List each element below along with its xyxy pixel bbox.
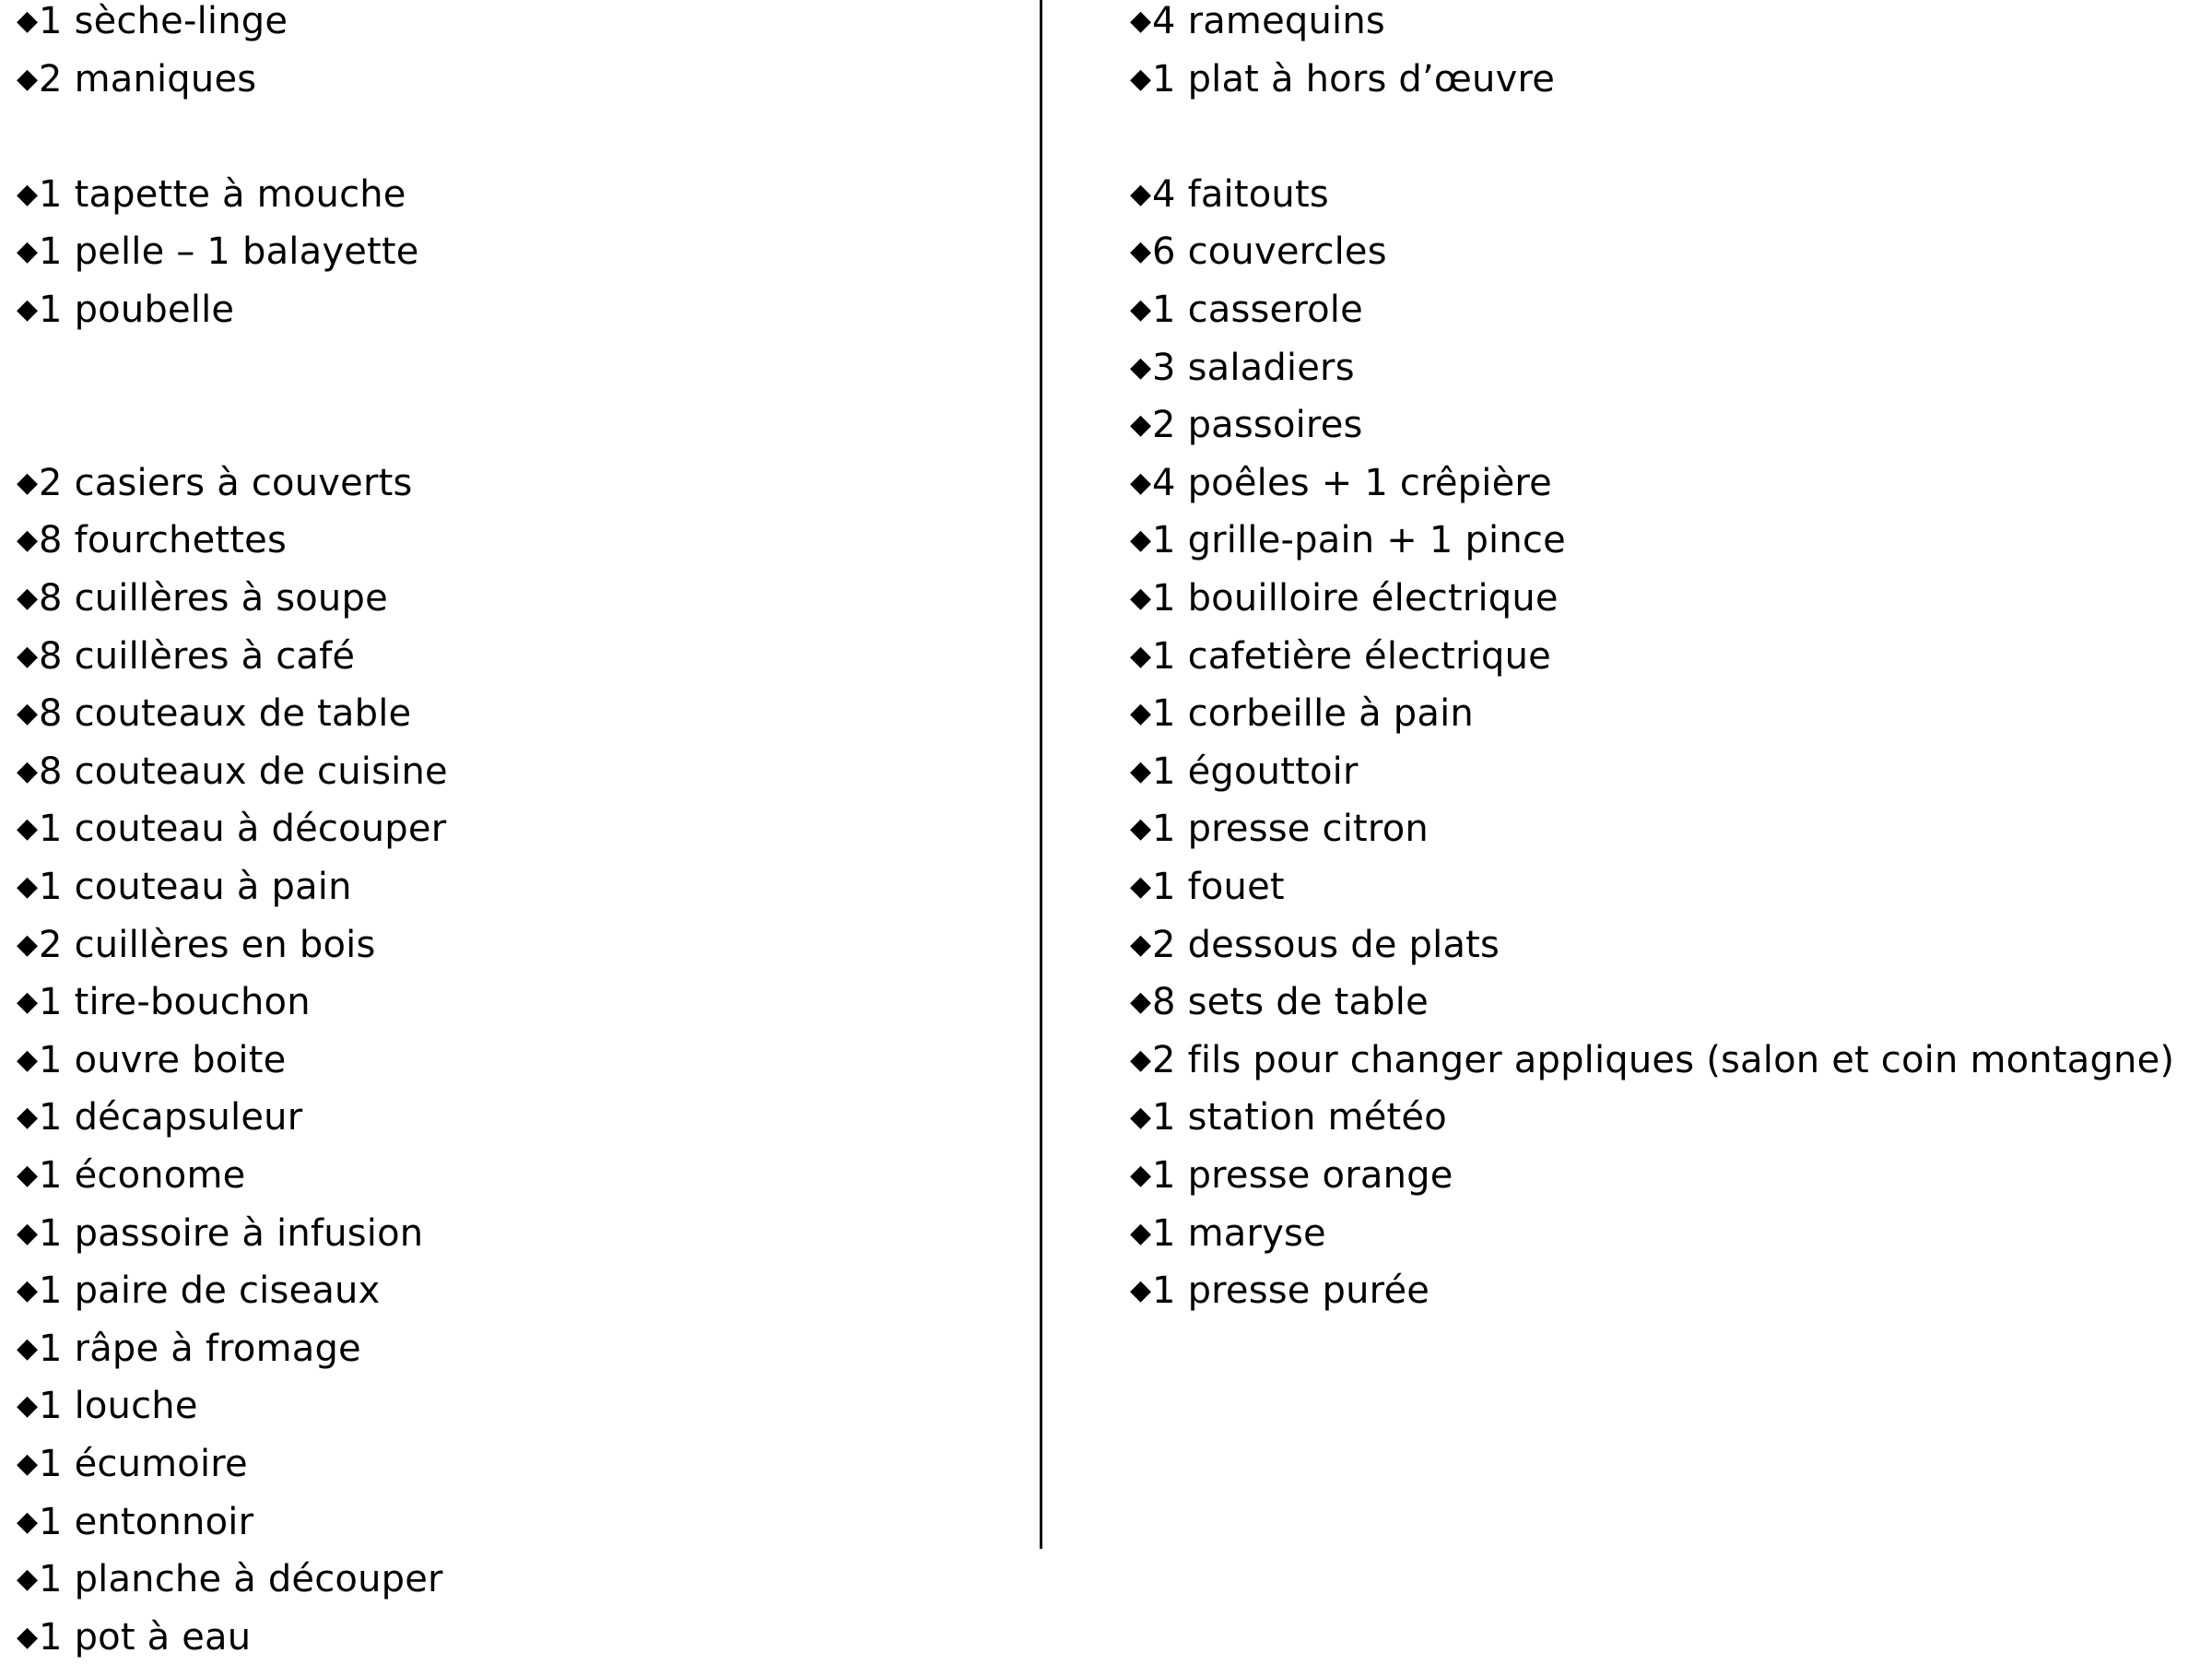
inventory-item-text: 1 décapsuleur [39,1096,303,1140]
inventory-list-item [17,282,234,337]
diamond-bullet-icon: ◆ [17,1274,39,1307]
inventory-list-item [1130,167,1329,222]
diamond-bullet-icon: ◆ [1130,1043,1152,1076]
diamond-bullet-icon: ◆ [17,1043,39,1076]
diamond-bullet-icon: ◆ [1130,293,1152,325]
inventory-list-item [17,52,256,107]
inventory-list-item [17,224,419,279]
diamond-bullet-icon: ◆ [17,293,39,325]
inventory-list-item [1130,1148,1453,1203]
diamond-bullet-icon: ◆ [17,870,39,903]
diamond-bullet-icon: ◆ [17,812,39,845]
inventory-item-text: 2 passoires [1152,404,1363,447]
inventory-list-item [1130,52,1555,107]
diamond-bullet-icon: ◆ [17,986,39,1019]
inventory-list-item [1130,513,1566,568]
inventory-list-item [17,744,448,799]
inventory-list-item [1130,859,1285,915]
inventory-list-item [1130,0,1385,49]
diamond-bullet-icon: ◆ [17,62,39,95]
diamond-bullet-icon: ◆ [17,1389,39,1423]
inventory-list-item [17,1321,361,1376]
inventory-item-text: 1 ouvre boite [39,1038,287,1081]
inventory-item-text: 8 sets de table [1152,981,1429,1024]
diamond-bullet-icon: ◆ [1130,408,1152,442]
inventory-list-item [1130,1263,1430,1318]
diamond-bullet-icon: ◆ [17,697,39,730]
diamond-bullet-icon: ◆ [1130,350,1152,384]
diamond-bullet-icon: ◆ [1130,927,1152,961]
inventory-list-item [17,1436,248,1492]
inventory-item-text: 1 planche à découper [39,1558,443,1601]
inventory-item-text: 8 couteaux de cuisine [39,750,448,793]
inventory-item-text: 1 écumoire [39,1443,248,1485]
inventory-item-text: 1 maryse [1152,1211,1326,1255]
inventory-item-text: 1 bouilloire électrique [1152,577,1559,620]
inventory-item-text: 1 plat à hors d’œuvre [1152,57,1556,100]
inventory-list-item [1130,686,1474,741]
inventory-item-text: 4 faitouts [1152,172,1329,216]
inventory-list-item [17,1206,423,1261]
diamond-bullet-icon: ◆ [1130,1216,1152,1249]
diamond-bullet-icon: ◆ [1130,639,1152,672]
inventory-item-text: 2 dessous de plats [1152,923,1500,966]
inventory-list-item [17,859,352,915]
inventory-list-item [1130,629,1551,684]
diamond-bullet-icon: ◆ [17,1505,39,1538]
inventory-item-text: 1 poubelle [39,289,235,331]
inventory-item-text: 8 cuillères à soupe [39,577,388,620]
inventory-item-text: 1 pot à eau [39,1615,252,1659]
diamond-bullet-icon: ◆ [17,1331,39,1364]
inventory-list-item [17,0,288,49]
inventory-list-item [1130,571,1559,626]
diamond-bullet-icon: ◆ [17,754,39,787]
inventory-list-item [17,686,411,741]
inventory-item-text: 2 maniques [39,57,257,100]
inventory-item-text: 1 entonnoir [39,1500,254,1543]
inventory-list-item [1130,1033,2174,1088]
inventory-list-item [17,1610,251,1665]
inventory-item-text: 1 sèche-linge [39,0,288,42]
inventory-item-text: 1 tire-bouchon [39,981,311,1024]
diamond-bullet-icon: ◆ [1130,524,1152,557]
inventory-list-item [1130,917,1500,973]
inventory-list-item [17,1378,198,1434]
inventory-item-text: 1 station météo [1152,1096,1447,1140]
inventory-item-text: 1 fouet [1152,866,1285,908]
diamond-bullet-icon: ◆ [1130,870,1152,903]
inventory-list-item [17,629,355,684]
inventory-item-text: 4 ramequins [1152,0,1385,42]
inventory-item-text: 1 paire de ciseaux [39,1269,381,1313]
diamond-bullet-icon: ◆ [1130,1101,1152,1134]
inventory-item-text: 1 couteau à découper [39,808,447,851]
inventory-item-text: 2 fils pour changer appliques (salon et coin montagne) [1152,1038,2175,1081]
inventory-list-item [1130,801,1429,856]
inventory-item-text: 1 économe [39,1154,246,1197]
diamond-bullet-icon: ◆ [17,1563,39,1596]
inventory-list-item [17,571,388,626]
diamond-bullet-icon: ◆ [17,1101,39,1134]
inventory-item-text: 2 casiers à couverts [39,461,413,504]
inventory-item-text: 1 grille-pain + 1 pince [1152,519,1566,562]
inventory-item-text: 2 cuillères en bois [39,923,376,966]
inventory-item-text: 1 couteau à pain [39,866,352,908]
inventory-list-item [17,455,413,511]
inventory-list-item [17,1148,245,1203]
diamond-bullet-icon: ◆ [1130,1159,1152,1191]
diamond-bullet-icon: ◆ [17,927,39,961]
inventory-list-item [17,917,375,973]
diamond-bullet-icon: ◆ [17,1447,39,1480]
right-inventory-column [1130,0,2212,1659]
inventory-list-item [1130,282,1363,337]
inventory-list-item [17,974,311,1030]
diamond-bullet-icon: ◆ [1130,986,1152,1019]
inventory-item-text: 1 cafetière électrique [1152,634,1551,678]
diamond-bullet-icon: ◆ [1130,62,1152,95]
inventory-list-item [1130,974,1429,1030]
inventory-list-item [1130,455,1552,511]
inventory-list-item [1130,224,1387,279]
inventory-item-text: 1 corbeille à pain [1152,692,1474,736]
diamond-bullet-icon: ◆ [17,524,39,557]
inventory-item-text: 1 casserole [1152,289,1363,331]
diamond-bullet-icon: ◆ [1130,697,1152,730]
inventory-list-item [1130,1206,1326,1261]
inventory-item-text: 1 presse citron [1152,808,1429,851]
inventory-item-text: 1 égouttoir [1152,750,1359,793]
diamond-bullet-icon: ◆ [1130,1274,1152,1307]
inventory-item-text: 1 passoire à infusion [39,1211,424,1255]
inventory-list-item [1130,744,1359,799]
diamond-bullet-icon: ◆ [17,1620,39,1653]
inventory-item-text: 1 pelle – 1 balayette [39,230,419,274]
diamond-bullet-icon: ◆ [1130,754,1152,787]
inventory-item-text: 3 saladiers [1152,346,1355,389]
diamond-bullet-icon: ◆ [1130,466,1152,499]
inventory-item-text: 1 presse orange [1152,1154,1453,1197]
diamond-bullet-icon: ◆ [1130,5,1152,37]
inventory-list-item [17,801,446,856]
column-divider [1040,0,1042,1549]
inventory-item-text: 4 poêles + 1 crêpière [1152,461,1552,504]
inventory-list-item [17,1263,380,1318]
inventory-item-text: 6 couvercles [1152,230,1387,274]
diamond-bullet-icon: ◆ [1130,235,1152,268]
diamond-bullet-icon: ◆ [1130,812,1152,845]
inventory-item-text: 8 cuillères à café [39,634,356,678]
diamond-bullet-icon: ◆ [17,1216,39,1249]
left-inventory-column [0,0,1041,1659]
inventory-item-text: 1 tapette à mouche [39,172,406,216]
diamond-bullet-icon: ◆ [17,177,39,210]
inventory-list-item [17,1033,286,1088]
inventory-list-item [17,513,287,568]
inventory-list-item [17,1494,253,1550]
inventory-list-item [17,167,406,222]
inventory-list-item [1130,397,1363,453]
inventory-list-item [1130,1090,1447,1145]
diamond-bullet-icon: ◆ [1130,177,1152,210]
diamond-bullet-icon: ◆ [17,466,39,499]
inventory-item-text: 8 fourchettes [39,519,288,562]
inventory-item-text: 1 louche [39,1385,198,1428]
inventory-list-item [17,1552,443,1607]
diamond-bullet-icon: ◆ [17,639,39,672]
diamond-bullet-icon: ◆ [17,1159,39,1191]
diamond-bullet-icon: ◆ [1130,582,1152,614]
inventory-list-item [1130,340,1355,396]
diamond-bullet-icon: ◆ [17,582,39,614]
inventory-item-text: 8 couteaux de table [39,692,412,736]
diamond-bullet-icon: ◆ [17,5,39,37]
inventory-item-text: 1 presse purée [1152,1269,1430,1313]
diamond-bullet-icon: ◆ [17,235,39,268]
inventory-item-text: 1 râpe à fromage [39,1327,361,1370]
inventory-list-item [17,1090,302,1145]
